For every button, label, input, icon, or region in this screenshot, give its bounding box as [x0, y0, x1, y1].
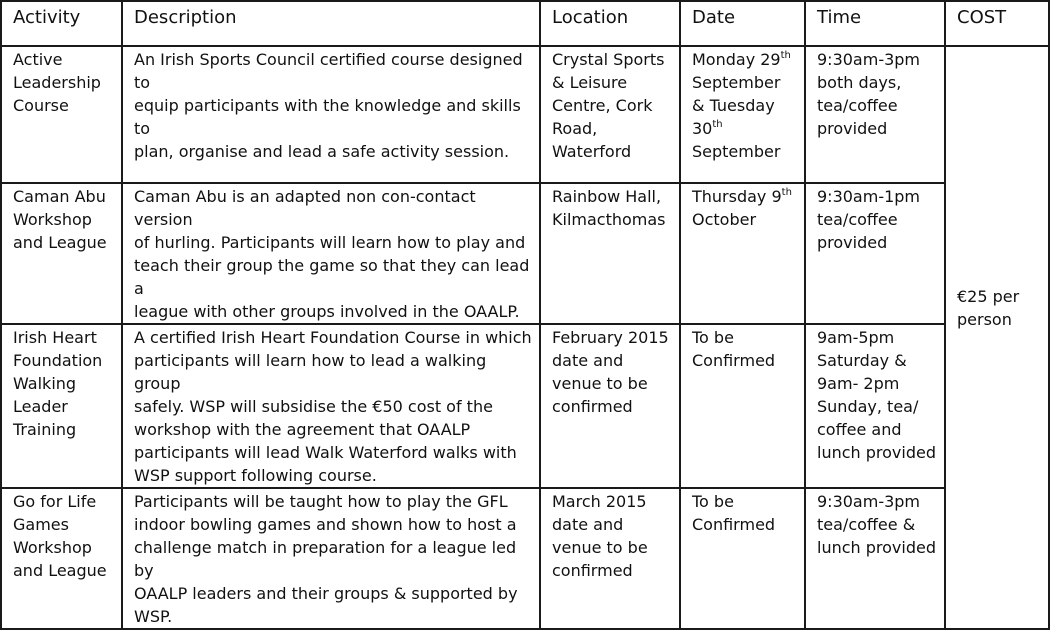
header-date: Date [681, 0, 806, 47]
table-row [0, 489, 1050, 630]
date-cell: Monday 29th September & Tuesday 30th September [681, 47, 806, 184]
time-cell: 9:30am-3pm both days, tea/coffee provided [806, 47, 946, 184]
table-row [0, 47, 1050, 184]
activity-cell: Irish Heart Foundation Walking Leader Training [0, 325, 123, 489]
location-cell: March 2015 date and venue to be confirmed [541, 489, 681, 630]
time-cell: 9:30am-1pm tea/coffee provided [806, 184, 946, 325]
description-cell: Caman Abu is an adapted non con-contact version of hurling. Participants will learn how to play and teach their group the game so that they can lead a league with other groups involved in the OAALP. [123, 184, 541, 325]
cost-cell: €25 per person [946, 47, 1050, 630]
header-row [0, 0, 1050, 47]
header-activity: Activity [0, 0, 123, 47]
time-cell: 9:30am-3pm tea/coffee & lunch provided [806, 489, 946, 630]
date-cell: To be Confirmed [681, 489, 806, 630]
header-time: Time [806, 0, 946, 47]
table-row [0, 184, 1050, 325]
description-cell: Participants will be taught how to play the GFL indoor bowling games and shown how to host a challenge match in preparation for a league led by OAALP leaders and their groups & supported by WSP. [123, 489, 541, 630]
activity-cell: Caman Abu Workshop and League [0, 184, 123, 325]
location-cell: Rainbow Hall, Kilmacthomas [541, 184, 681, 325]
description-cell: An Irish Sports Council certified course designed to equip participants with the knowledge and skills to plan, organise and lead a safe activity session. [123, 47, 541, 184]
header-location: Location [541, 0, 681, 47]
date-cell: Thursday 9th October [681, 184, 806, 325]
date-cell: To be Confirmed [681, 325, 806, 489]
time-cell: 9am-5pm Saturday & 9am- 2pm Sunday, tea/ coffee and lunch provided [806, 325, 946, 489]
activity-cell: Go for Life Games Workshop and League [0, 489, 123, 630]
header-description: Description [123, 0, 541, 47]
table-row [0, 325, 1050, 489]
location-cell: February 2015 date and venue to be confirmed [541, 325, 681, 489]
description-cell: A certified Irish Heart Foundation Course in which participants will learn how to lead a walking group safely. WSP will subsidise the €50 cost of the workshop with the agreement that OAALP participants will lead Walk Waterford walks with WSP support following course. [123, 325, 541, 489]
header-cost: COST [946, 0, 1050, 47]
activity-cell: Active Leadership Course [0, 47, 123, 184]
location-cell: Crystal Sports & Leisure Centre, Cork Road, Waterford [541, 47, 681, 184]
